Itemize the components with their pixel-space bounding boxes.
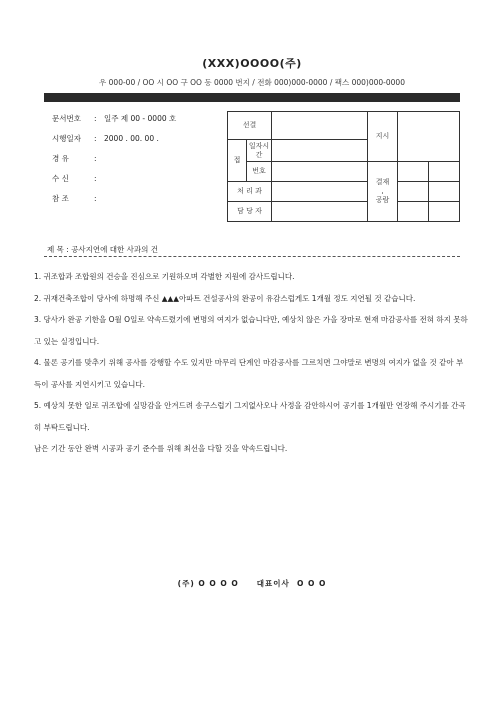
seon-gyeol-label: 선결	[228, 112, 272, 140]
damdangja-cell	[272, 202, 368, 222]
jisi-label: 지시	[368, 112, 398, 162]
paragraph: 5. 예상치 못한 일로 귀조합에 실망감을 안겨드려 송구스럽기 그지없사오나 사정을 감안하시어 공기를 1개월만 연장해 주시기를 간곡히 부탁드립니다.	[34, 401, 466, 432]
field-label: 경 유	[52, 154, 69, 163]
signature-line: (주) O O O O 대표이사 O O O	[177, 579, 327, 588]
field-value: 일주 제 00 - 0000 호	[104, 114, 177, 123]
beonho-cell	[272, 162, 368, 182]
field-doc-number: 문서번호 : 일주 제 00 - 0000 호	[44, 112, 224, 132]
field-recipient: 수 신 :	[44, 172, 224, 192]
gongram-cell-3	[398, 202, 429, 222]
damdangja-label: 담 당 자	[228, 202, 272, 222]
subject-divider	[44, 256, 460, 257]
field-value: 2000 . 00. 00 .	[104, 134, 159, 143]
paragraph: 2. 귀재건축조합이 당사에 하명해 주신 ▲▲▲아파트 건설공사의 완공이 유감스럽게도 1개월 정도 지연될 것 같습니다.	[34, 293, 416, 303]
letter-body	[34, 266, 468, 460]
gongram-text: 공람	[375, 196, 390, 204]
gongram-cell-1	[398, 182, 429, 202]
beonho-label: 번호	[247, 162, 272, 182]
gyeoljae-cell-1	[398, 162, 429, 182]
jeop-label: 접	[228, 140, 247, 182]
ilja-sigan-cell	[272, 140, 368, 162]
gyeoljae-cell-2	[429, 162, 460, 182]
jisi-cell	[398, 112, 460, 162]
gongram-cell-2	[429, 182, 460, 202]
field-via: 경 유 :	[44, 152, 224, 172]
paragraph: 1. 귀조합과 조합원의 건승을 진심으로 기원하오며 각별한 지원에 감사드립니다.	[34, 272, 295, 281]
paragraph: 3. 당사가 완공 기한을 O월 O일로 약속드렸기에 변명의 여지가 없습니다만, 예상치 않은 가을 장마로 현재 마감공사를 전혀 하지 못하고 있는 실정입니다.	[34, 315, 468, 346]
subject-label: 제 목	[47, 245, 64, 254]
company-title: (XXX)OOOO(주)	[202, 57, 302, 70]
ilja-sigan-label: 일자시간	[247, 140, 272, 162]
field-label: 시행일자	[52, 134, 81, 143]
approval-stamp-table	[227, 111, 460, 222]
comma-text: ,	[381, 187, 384, 195]
cheorigwa-label: 처 리 과	[228, 182, 272, 202]
company-address: 우 000-00 / OO 시 OO 구 OO 동 0000 번지 / 전화 000)000-0000 / 팩스 000)000-0000	[99, 78, 405, 87]
subject-line: 제 목 : 공사지연에 대한 사과의 건	[47, 245, 159, 254]
field-label: 수 신	[52, 174, 69, 183]
header-divider-bar	[44, 93, 460, 102]
field-label: 참 조	[52, 194, 69, 203]
gongram-cell-4	[429, 202, 460, 222]
gyeoljae-gongram-label	[368, 162, 398, 222]
field-reference: 참 조 :	[44, 192, 224, 212]
cheorigwa-cell	[272, 182, 368, 202]
paragraph: 남은 기간 동안 완벽 시공과 공기 준수를 위해 최선을 다할 것을 약속드립니다.	[34, 444, 288, 453]
field-issue-date: 시행일자 : 2000 . 00. 00 .	[44, 132, 224, 152]
gyeoljae-text: 결재	[375, 178, 390, 186]
document-fields	[44, 112, 224, 212]
seon-gyeol-cell	[272, 112, 368, 140]
subject-value: 공사지연에 대한 사과의 건	[71, 245, 159, 254]
paragraph: 4. 물론 공기를 맞추기 위해 공사를 강행할 수도 있지만 마무리 단계인 마감공사를 그르치면 그야말로 변명의 여지가 없을 것 같아 부득이 공사를 지연시키고 있습니다.	[34, 358, 464, 389]
field-label: 문서번호	[52, 114, 81, 123]
